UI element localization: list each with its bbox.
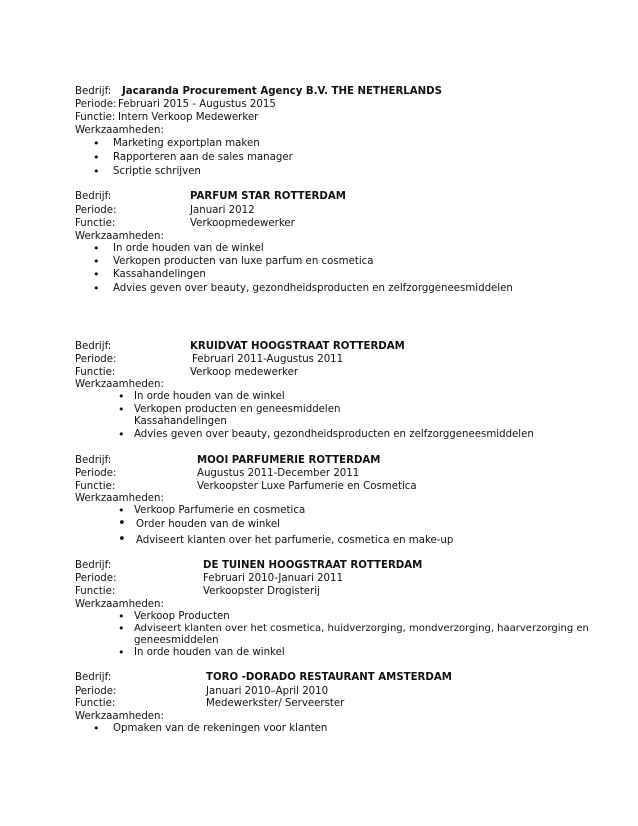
bullet-icon: • [93, 242, 100, 255]
task-item: Scriptie schrijven [113, 166, 201, 177]
function-value: Intern Verkoop Medewerker [118, 112, 259, 123]
bullet-icon: • [93, 282, 100, 295]
period-value: Januari 2010–April 2010 [206, 686, 329, 697]
function-label: Functie: [75, 698, 116, 709]
function-label: Functie: [75, 367, 116, 378]
tasks-label: Werkzaamheden: [75, 493, 164, 504]
task-item: Adviseert klanten over het cosmetica, huidverzorging, mondverzorging, haarverzorging en [134, 623, 589, 634]
task-item: Verkoop Producten [134, 611, 230, 622]
tasks-label: Werkzaamheden: [75, 125, 164, 136]
period-value: Februari 2010-Januari 2011 [203, 573, 343, 584]
period-value: Januari 2012 [190, 205, 255, 216]
company-label: Bedrijf: [75, 86, 112, 97]
period-value: Augustus 2011-December 2011 [197, 468, 360, 479]
company-name: PARFUM STAR ROTTERDAM [190, 191, 346, 202]
bullet-icon: • [118, 646, 125, 659]
tasks-label: Werkzaamheden: [75, 379, 164, 390]
function-label: Functie: [75, 112, 116, 123]
task-item: Order houden van de winkel [136, 519, 280, 530]
bullet-icon: • [118, 403, 125, 416]
period-label: Periode: [75, 205, 117, 216]
bullet-icon: • [93, 137, 100, 150]
function-value: Verkoopster Luxe Parfumerie en Cosmetica [197, 481, 417, 492]
bullet-icon: • [118, 516, 126, 531]
task-item: Kassahandelingen [113, 269, 206, 280]
task-item: Rapporteren aan de sales manager [113, 152, 293, 163]
bullet-icon: • [93, 255, 100, 268]
company-label: Bedrijf: [75, 191, 112, 202]
function-value: Verkoopster Drogisterij [203, 586, 320, 597]
period-label: Periode: [75, 354, 117, 365]
bullet-icon: • [93, 268, 100, 281]
function-value: Verkoop medewerker [190, 367, 299, 378]
task-item: Advies geven over beauty, gezondheidsproducten en zelfzorggeneesmiddelen [134, 429, 534, 440]
task-item: In orde houden van de winkel [134, 647, 285, 658]
bullet-icon: • [118, 532, 126, 547]
task-item: Verkopen producten van luxe parfum en cosmetica [113, 256, 374, 267]
tasks-label: Werkzaamheden: [75, 231, 164, 242]
company-name: TORO -DORADO RESTAURANT AMSTERDAM [206, 672, 452, 683]
company-name: KRUIDVAT HOOGSTRAAT ROTTERDAM [190, 341, 405, 352]
function-label: Functie: [75, 218, 116, 229]
bullet-icon: • [118, 504, 125, 517]
bullet-icon: • [118, 390, 125, 403]
company-name: MOOI PARFUMERIE ROTTERDAM [197, 455, 381, 466]
period-value: Februari 2015 - Augustus 2015 [118, 99, 276, 110]
company-label: Bedrijf: [75, 341, 112, 352]
task-item: Verkopen producten en geneesmiddelen [134, 404, 341, 415]
bullet-icon: • [93, 165, 100, 178]
period-label: Periode: [75, 573, 117, 584]
bullet-icon: • [118, 428, 125, 441]
task-item: Kassahandelingen [134, 416, 227, 427]
bullet-icon: • [118, 622, 125, 635]
function-value: Medewerkster/ Serveerster [206, 698, 345, 709]
company-label: Bedrijf: [75, 455, 112, 466]
task-item: Adviseert klanten over het parfumerie, cosmetica en make-up [136, 535, 454, 546]
function-label: Functie: [75, 481, 116, 492]
period-value: Februari 2011-Augustus 2011 [192, 354, 344, 365]
task-item: Advies geven over beauty, gezondheidsproducten en zelfzorggeneesmiddelen [113, 283, 513, 294]
tasks-label: Werkzaamheden: [75, 711, 164, 722]
bullet-icon: • [93, 151, 100, 164]
task-item: In orde houden van de winkel [113, 243, 264, 254]
bullet-icon: • [93, 722, 100, 735]
task-item: Marketing exportplan maken [113, 138, 260, 149]
company-label: Bedrijf: [75, 672, 112, 683]
function-label: Functie: [75, 586, 116, 597]
task-item: Opmaken van de rekeningen voor klanten [113, 723, 328, 734]
company-label: Bedrijf: [75, 560, 112, 571]
task-item: Verkoop Parfumerie en cosmetica [134, 505, 306, 516]
company-name: Jacaranda Procurement Agency B.V. THE NETHERLANDS [122, 86, 442, 97]
task-item: In orde houden van de winkel [134, 391, 285, 402]
company-name: DE TUINEN HOOGSTRAAT ROTTERDAM [203, 560, 423, 571]
task-item: geneesmiddelen [134, 635, 219, 646]
bullet-icon: • [118, 610, 125, 623]
tasks-label: Werkzaamheden: [75, 599, 164, 610]
period-label: Periode: [75, 99, 117, 110]
period-label: Periode: [75, 468, 117, 479]
period-label: Periode: [75, 686, 117, 697]
function-value: Verkoopmedewerker [190, 218, 295, 229]
